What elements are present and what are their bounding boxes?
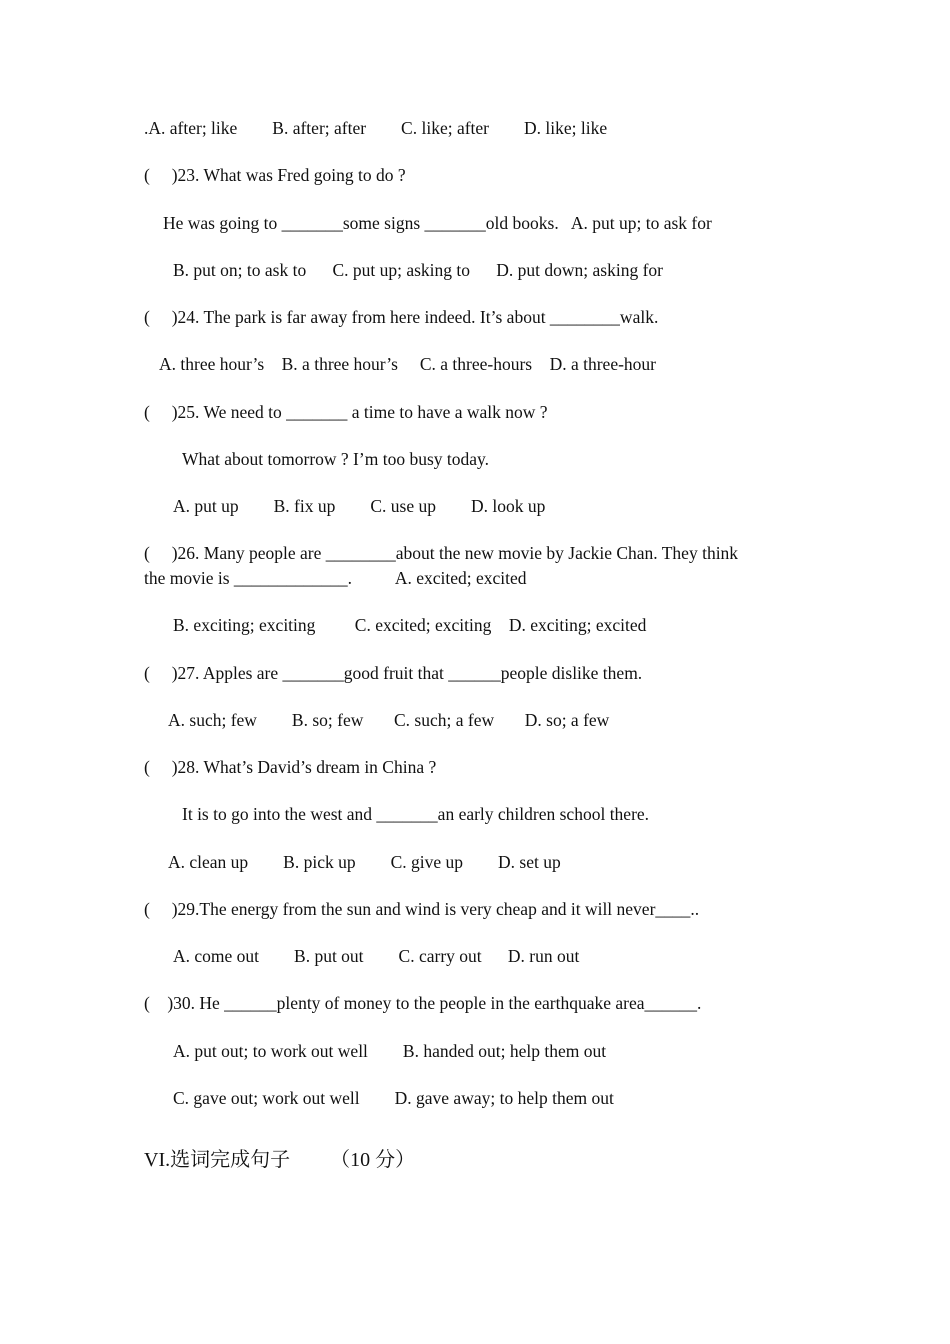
q28-stem: ( )28. What’s David’s dream in China ? — [144, 757, 437, 777]
q23-options: B. put on; to ask to C. put up; asking to D. put down; asking for — [173, 260, 663, 280]
q28-stem-cont: It is to go into the west and _______an early children school there. — [182, 804, 650, 824]
q22-options: .A. after; like B. after; after C. like; after D. like; like — [144, 118, 608, 138]
q29-stem: ( )29.The energy from the sun and wind is very cheap and it will never____.. — [144, 899, 700, 919]
q26-stem: ( )26. Many people are ________about the new movie by Jackie Chan. They think — [144, 543, 739, 563]
q30-options-cd: C. gave out; work out well D. gave away; to help them out — [173, 1088, 614, 1108]
q26-options: B. exciting; exciting C. excited; exciting D. exciting; excited — [173, 615, 647, 635]
q24-stem: ( )24. The park is far away from here indeed. It’s about ________walk. — [144, 307, 659, 327]
q30-options-ab: A. put out; to work out well B. handed out; help them out — [173, 1041, 607, 1061]
q29-options: A. come out B. put out C. carry out D. run out — [173, 946, 580, 966]
q28-options: A. clean up B. pick up C. give up D. set up — [168, 852, 561, 872]
q24-options: A. three hour’s B. a three hour’s C. a three-hours D. a three-hour — [159, 354, 656, 374]
q25-options: A. put up B. fix up C. use up D. look up — [173, 496, 546, 516]
q23-stem: ( )23. What was Fred going to do ? — [144, 165, 406, 185]
q25-stem: ( )25. We need to _______ a time to have a walk now ? — [144, 402, 548, 422]
section-heading: VI.选词完成句子 （10 分） — [144, 1149, 416, 1171]
q27-options: A. such; few B. so; few C. such; a few D. so; a few — [168, 710, 610, 730]
q23-stem-cont: He was going to _______some signs _______old books. A. put up; to ask for — [163, 213, 712, 233]
q30-stem: ( )30. He ______plenty of money to the people in the earthquake area______. — [144, 993, 702, 1013]
q25-stem-cont: What about tomorrow ? I’m too busy today. — [182, 449, 489, 469]
q27-stem: ( )27. Apples are _______good fruit that ______people dislike them. — [144, 663, 643, 683]
q26-stem-cont: the movie is _____________. A. excited; excited — [144, 568, 527, 588]
